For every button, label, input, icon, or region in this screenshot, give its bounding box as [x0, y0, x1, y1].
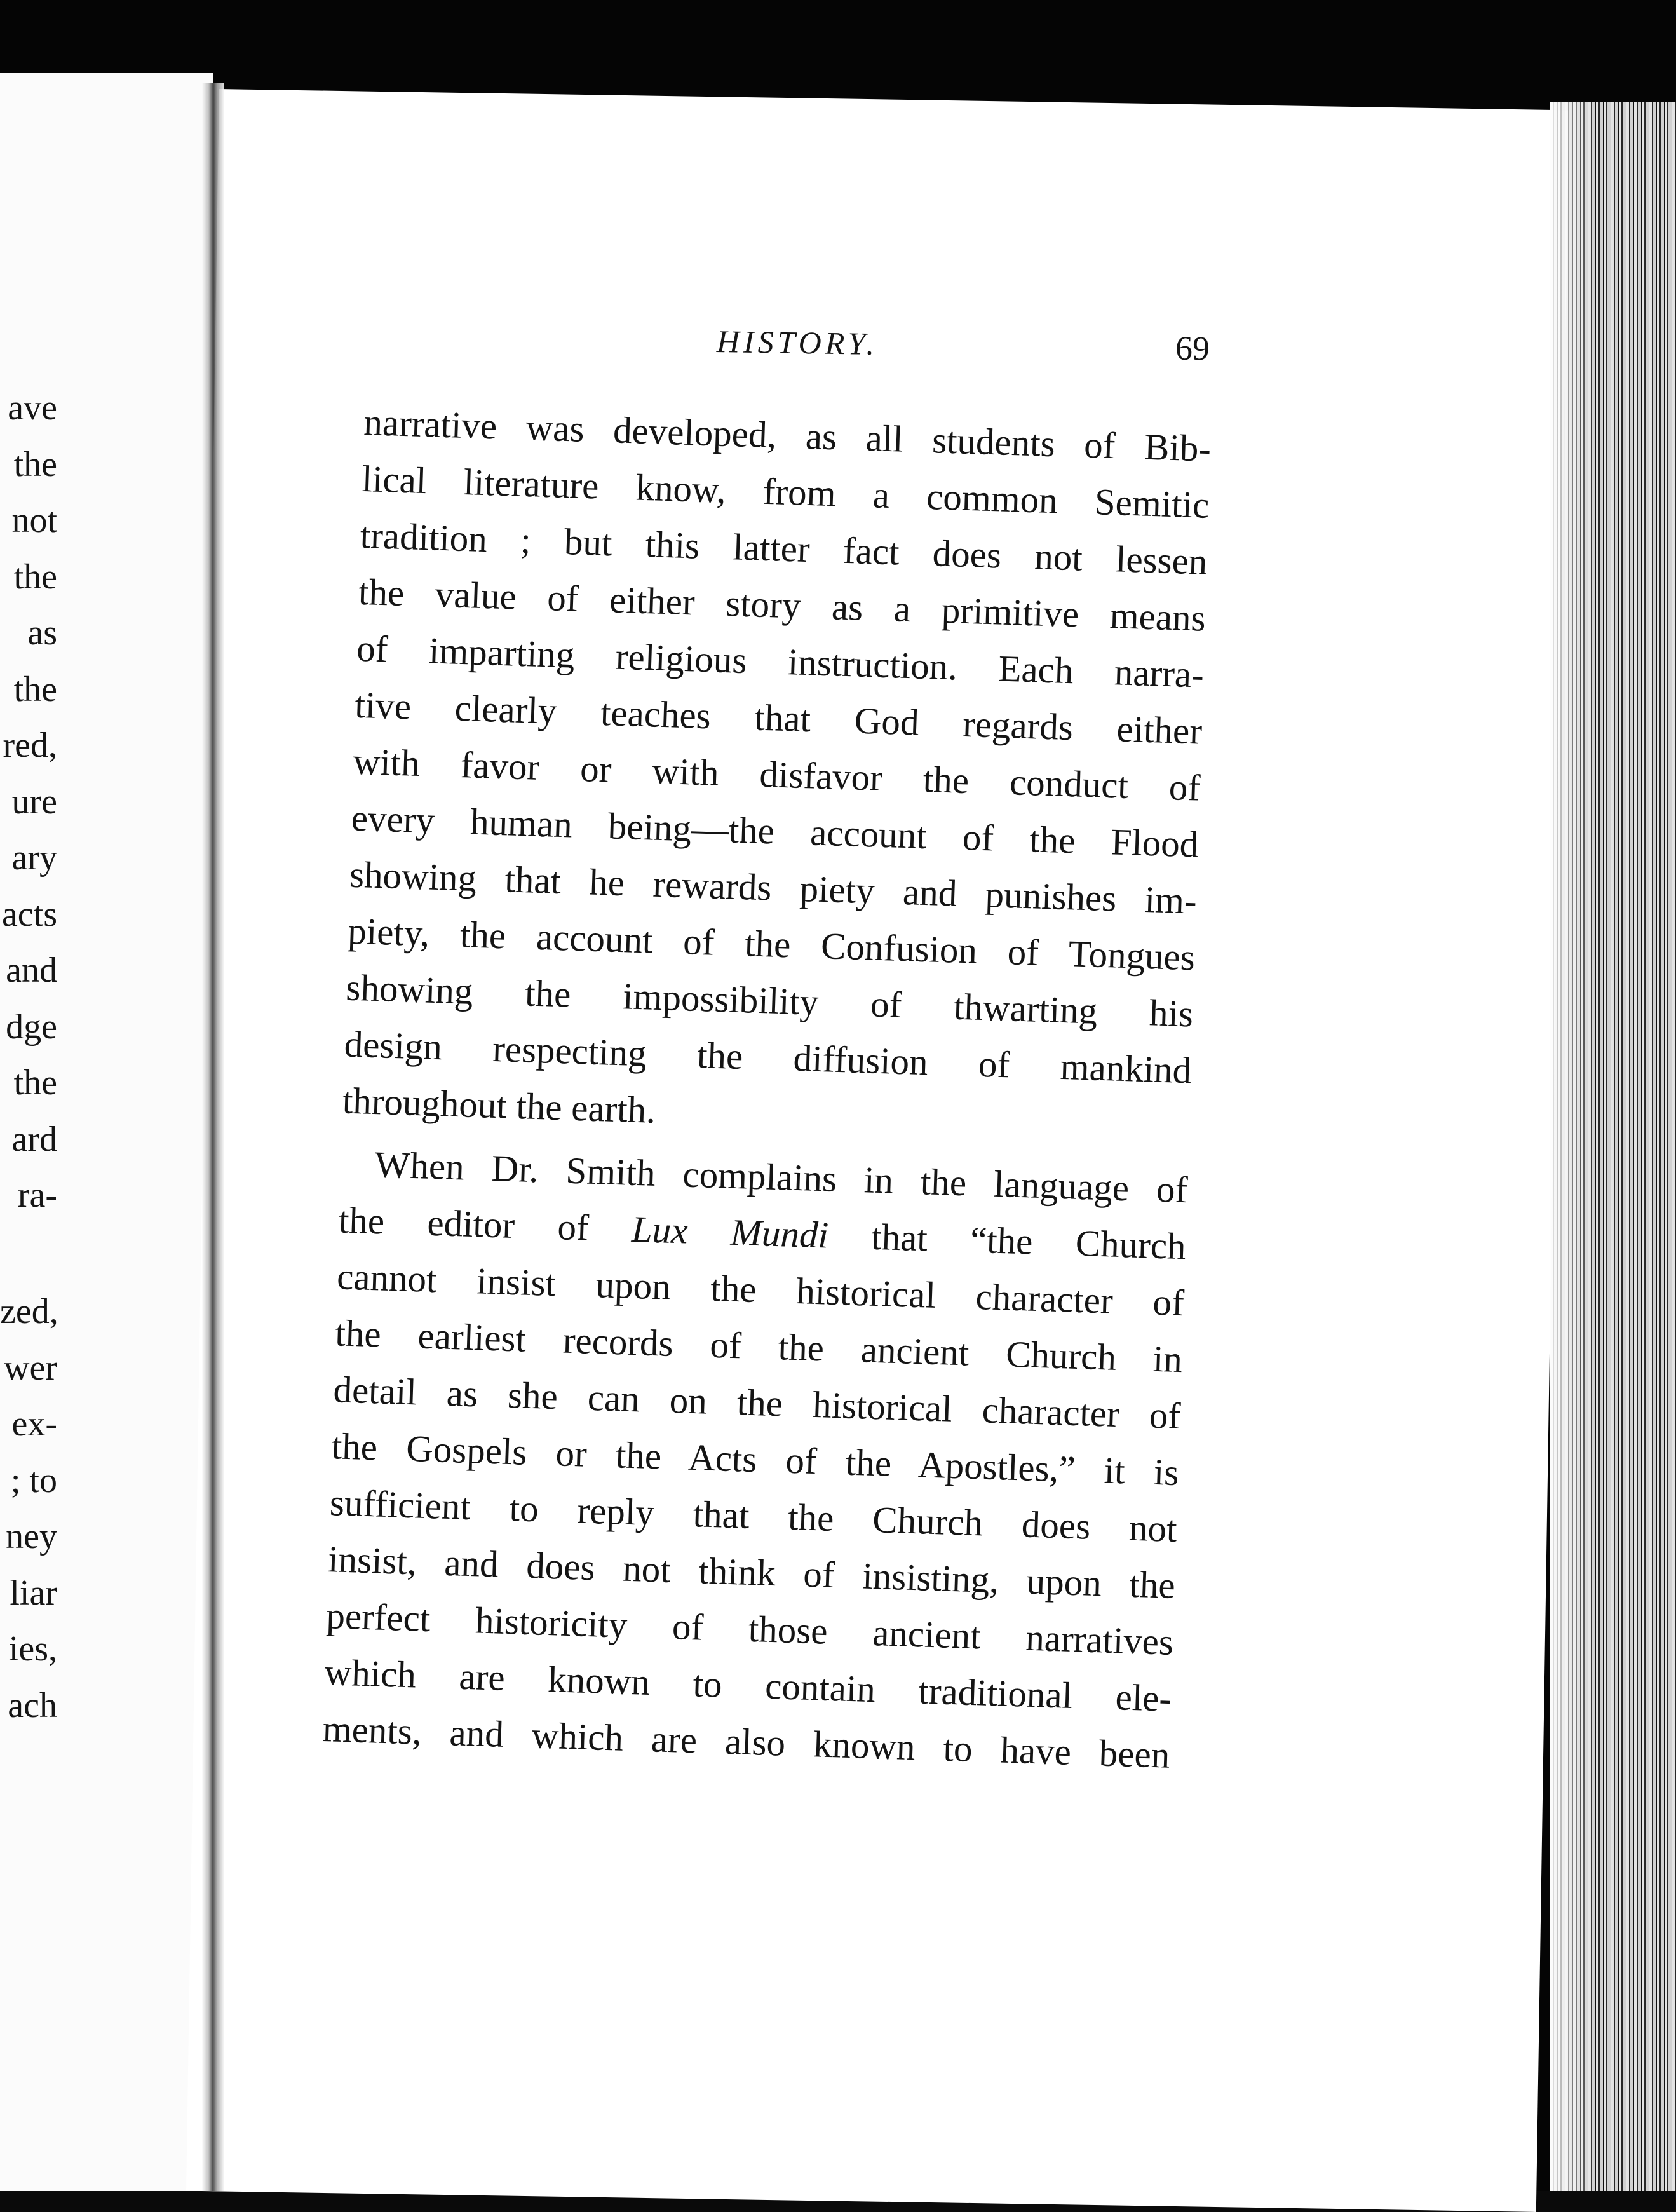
left-fragment: the — [13, 557, 57, 597]
text-line: perfect historicity of those ancient narratives — [325, 1594, 1174, 1663]
left-fragment: the — [13, 444, 57, 484]
text-line: piety, the account of the Confusion of Tongues — [347, 909, 1196, 979]
left-fragment: wer — [4, 1348, 57, 1388]
text-line: the Gospels or the Acts of the Apostles,” it is — [330, 1425, 1180, 1494]
text-line: sufficient to reply that the Church does not — [329, 1481, 1178, 1550]
paragraph-2 — [322, 1135, 1189, 1783]
text-line: the earliest records of the ancient Church in — [334, 1312, 1183, 1381]
left-page-fragments-lower — [0, 1284, 57, 1734]
left-fragment: acts — [1, 894, 57, 934]
left-fragment: ary — [11, 838, 57, 878]
book-gutter — [202, 83, 224, 2191]
line-segment: the editor of — [338, 1198, 590, 1249]
left-fragment: ney — [6, 1517, 57, 1556]
left-fragment: ; to — [10, 1460, 57, 1500]
line-segment: that “the Church — [870, 1215, 1187, 1268]
left-fragment: and — [6, 951, 57, 990]
text-line: ments, and which are also known to have been — [321, 1707, 1171, 1776]
left-fragment: red, — [3, 726, 57, 765]
text-line: every human being—the account of the Flood — [351, 796, 1200, 865]
left-fragment: not — [11, 501, 57, 540]
text-line: cannot insist upon the historical character of — [336, 1255, 1185, 1324]
text-line: detail as she can on the historical character of — [332, 1368, 1182, 1437]
text-line: narrative was developed, as all students of Bib- — [363, 400, 1212, 470]
text-line: of imparting religious instruction. Each narra- — [356, 627, 1205, 696]
fore-edge-shade — [1550, 102, 1595, 2191]
text-line: tradition ; but this latter fact does not lessen — [359, 513, 1208, 583]
left-fragment: dge — [6, 1007, 57, 1047]
left-fragment: liar — [10, 1573, 57, 1613]
left-page-fragments-upper — [0, 380, 57, 1224]
italic-title: Lux Mundi — [631, 1207, 830, 1256]
body-text — [322, 394, 1212, 1784]
text-line: the value of either story as a primitive means — [358, 570, 1206, 639]
text-line: showing the impossibility of thwarting his — [345, 966, 1194, 1035]
text-line: lical literature know, from a common Semitic — [361, 457, 1210, 526]
left-fragment: ard — [11, 1119, 57, 1159]
paragraph-1 — [342, 394, 1212, 1155]
left-fragment: zed, — [0, 1292, 58, 1331]
page-number: 69 — [1175, 329, 1210, 368]
text-line: When Dr. Smith complains in the language of — [374, 1143, 1189, 1211]
text-line: tive clearly teaches that God regards either — [354, 683, 1203, 752]
left-fragment: the — [13, 669, 57, 709]
left-fragment: ex- — [11, 1404, 57, 1444]
left-fragment: the — [13, 1063, 57, 1103]
text-line: which are known to contain traditional ele- — [323, 1651, 1173, 1720]
left-fragment: ra- — [17, 1176, 57, 1215]
left-fragment: ave — [8, 388, 57, 428]
left-fragment: ure — [11, 782, 57, 822]
text-line: design respecting the diffusion of mankind — [343, 1022, 1193, 1092]
text-line: insist, and does not think of insisting, upon the — [327, 1538, 1176, 1606]
left-fragment: ies, — [8, 1629, 57, 1669]
left-fragment: ach — [8, 1685, 57, 1725]
left-fragment: as — [27, 613, 57, 653]
text-line: with favor or with disfavor the conduct of — [352, 740, 1201, 809]
running-head: HISTORY. — [716, 323, 879, 362]
text-line: showing that he rewards piety and punishes im- — [349, 853, 1198, 922]
text-line: throughout the earth. — [342, 1079, 657, 1131]
